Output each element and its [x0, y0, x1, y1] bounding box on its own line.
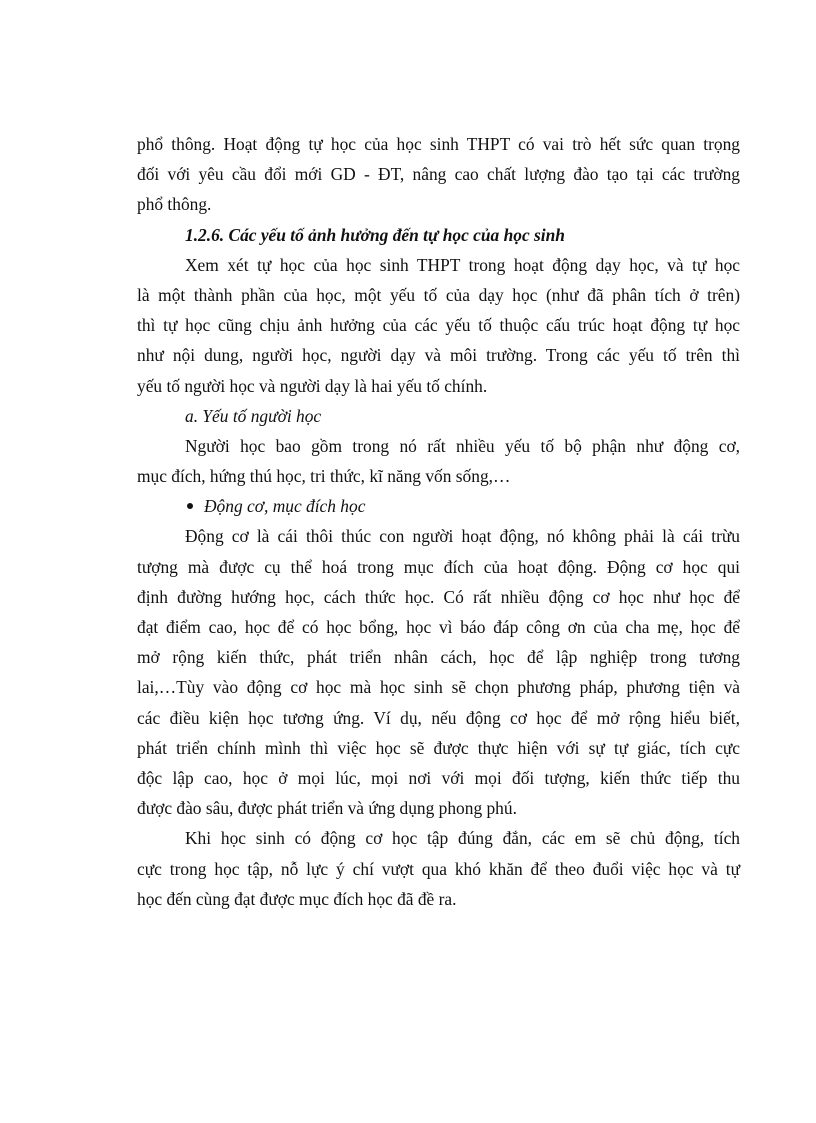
bullet-dot-icon: [187, 503, 193, 509]
paragraph-line: yếu tố người học và người dạy là hai yếu tố chính.: [137, 375, 488, 396]
document-body: [137, 129, 740, 914]
paragraph-line: độc lập cao, học ở mọi lúc, mọi nơi với mọi đối tượng, kiến thức tiếp thu: [137, 767, 740, 788]
intro-line: phổ thông.: [137, 194, 212, 215]
paragraph-line: được đào sâu, được phát triển và ứng dụng phong phú.: [137, 798, 517, 819]
paragraph-line: phát triển chính mình thì việc học sẽ được thực hiện với sự tự giác, tích cực: [137, 737, 740, 758]
paragraph-line: Xem xét tự học của học sinh THPT trong hoạt động dạy học, và tự học: [185, 254, 740, 275]
subheading-a: a. Yếu tố người học: [185, 405, 322, 426]
paragraph-line: mục đích, hứng thú học, tri thức, kĩ năng vốn sống,…: [137, 466, 511, 487]
paragraph-line: Khi học sinh có động cơ học tập đúng đắn, các em sẽ chủ động, tích: [185, 828, 740, 849]
paragraph-line: Người học bao gồm trong nó rất nhiều yếu tố bộ phận như động cơ,: [185, 435, 740, 456]
paragraph-line: các điều kiện học tương ứng. Ví dụ, nếu động cơ học để mở rộng hiểu biết,: [137, 707, 740, 728]
intro-line: đối với yêu cầu đổi mới GD - ĐT, nâng cao chất lượng đào tạo tại các trường: [137, 164, 740, 185]
paragraph-line: Động cơ là cái thôi thúc con người hoạt động, nó không phải là cái trừu: [185, 526, 740, 547]
paragraph-line: như nội dung, người học, người dạy và môi trường. Trong các yếu tố trên thì: [137, 345, 740, 366]
paragraph-line: tượng mà được cụ thể hoá trong mục đích của hoạt động. Động cơ học qui: [137, 556, 740, 577]
paragraph-line: là một thành phần của học, một yếu tố của dạy học (như đã phân tích ở trên): [137, 284, 740, 305]
paragraph-line: đạt điểm cao, học để có học bổng, học vì báo đáp công ơn của cha mẹ, học để: [137, 617, 740, 637]
paragraph-line: lai,…Tùy vào động cơ học mà học sinh sẽ chọn phương pháp, phương tiện và: [137, 677, 740, 698]
paragraph-line: cực trong học tập, nỗ lực ý chí vượt qua khó khăn để theo đuổi việc học và tự: [137, 858, 740, 879]
paragraph-line: học đến cùng đạt được mục đích học đã đề ra.: [137, 888, 457, 909]
bullet-label: Động cơ, mục đích học: [204, 496, 366, 517]
paragraph-line: thì tự học cũng chịu ảnh hưởng của các yếu tố thuộc cấu trúc hoạt động tự học: [137, 315, 740, 336]
paragraph-line: mở rộng kiến thức, phát triển nhân cách, học để lập nghiệp trong tương: [137, 647, 740, 668]
paragraph-line: định đường hướng học, cách thức học. Có rất nhiều động cơ học như học để: [137, 586, 740, 607]
intro-line: phổ thông. Hoạt động tự học của học sinh THPT có vai trò hết sức quan trọng: [137, 134, 740, 154]
bullet-item: [137, 491, 740, 521]
section-heading: 1.2.6. Các yếu tố ảnh hưởng đến tự học của học sinh: [185, 224, 565, 245]
